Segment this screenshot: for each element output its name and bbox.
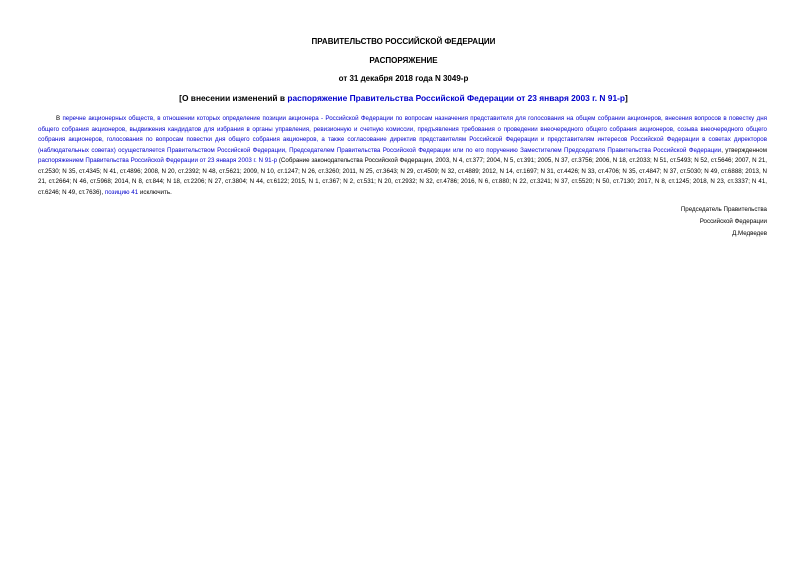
title-close-bracket: ] bbox=[625, 93, 628, 103]
body-link-list-of-companies[interactable]: перечне акционерных обществ, в отношении которых определение позиции акционера - Российской Федерации по вопросам назначения представителя для голосования на общем собрании акционеров, внесения вопросов в повестку дня общего собрания акционеров, выдвижения кандидатов для избрания в органы управления, ревизионную и счетную комиссии, предъявления требования о проведении внеочередного общего собрания акционеров, созыва внеочередного общего собрания акционеров, голосования по вопросам повестки дня общего собрания акционеров, а также согласование директив представителям Российской Федерации и представителям интересов Российской Федерации в советах директоров (наблюдательных советах) осуществляется Правительством Российской Федерации, Председателем Правительства Российской Федерации или по его поручению Заместителем Председателя Правительства Российской Федерации bbox=[38, 115, 767, 154]
document-type-heading: РАСПОРЯЖЕНИЕ bbox=[369, 56, 438, 65]
document-body-paragraph bbox=[38, 114, 767, 198]
document-date-line: от 31 декабря 2018 года N 3049-р bbox=[338, 74, 469, 83]
body-text-part-3: (Собрание законодательства Российской Федерации, 2003, N 4, ст.377; 2004, N 5, ст.391; 2005, N 37, ст.3756; 2006, N 18, ст.2033; N 51, ст.5493; N 52, ст.5646; 2007, N 21, ст.2530; N 35, ст.4345; N 41, ст.4896; 2008, N 20, ст.2392; N 48, ст.5621; 2009, N 10, ст.1247; N 26, ст.3260; 2011, N 25, ст.3643; N 29, ст.4509; N 32, ст.4889; 2012, N 14, ст.1697; N 31, ст.4426; N 33, ст.4706; N 35, ст.4847; N 37, ст.5030; N 49, ст.6888; 2013, N 21, ст.2664; N 46, ст.5968; 2014, N 8, ст.844; N 18, ст.2206; N 27, ст.3804; N 44, ст.6122; 2015, N 1, ст.367; N 2, ст.531; N 20, ст.2932; N 32, ст.4786; 2016, N 6, ст.880; N 22, ст.3241; N 37, ст.5520; N 50, ст.7130; 2017, N 8, ст.1245; 2018, N 23, ст.3337; N 41, ст.6246; N 49, ст.7636), bbox=[38, 157, 767, 196]
title-link-order-91r[interactable]: распоряжение Правительства Российской Федерации от 23 января 2003 г. N 91-р bbox=[287, 93, 626, 103]
body-text-part-4: исключить. bbox=[138, 188, 172, 196]
signature-position-line-2: Российской Федерации bbox=[699, 218, 767, 225]
government-heading: ПРАВИТЕЛЬСТВО РОССИЙСКОЙ ФЕДЕРАЦИИ bbox=[311, 37, 496, 46]
body-text-part-2: , утвержденном bbox=[721, 146, 767, 154]
title-open-bracket: [О внесении изменений в bbox=[179, 93, 288, 103]
signature-name: Д.Медведев bbox=[732, 230, 767, 237]
body-text-part-1: В bbox=[56, 115, 63, 122]
body-link-position-41[interactable]: позицию 41 bbox=[104, 188, 139, 196]
document-title bbox=[0, 93, 807, 103]
body-link-order-91r[interactable]: распоряжением Правительства Российской Федерации от 23 января 2003 г. N 91-р bbox=[38, 157, 278, 164]
signature-position-line-1: Председатель Правительства bbox=[680, 206, 767, 213]
